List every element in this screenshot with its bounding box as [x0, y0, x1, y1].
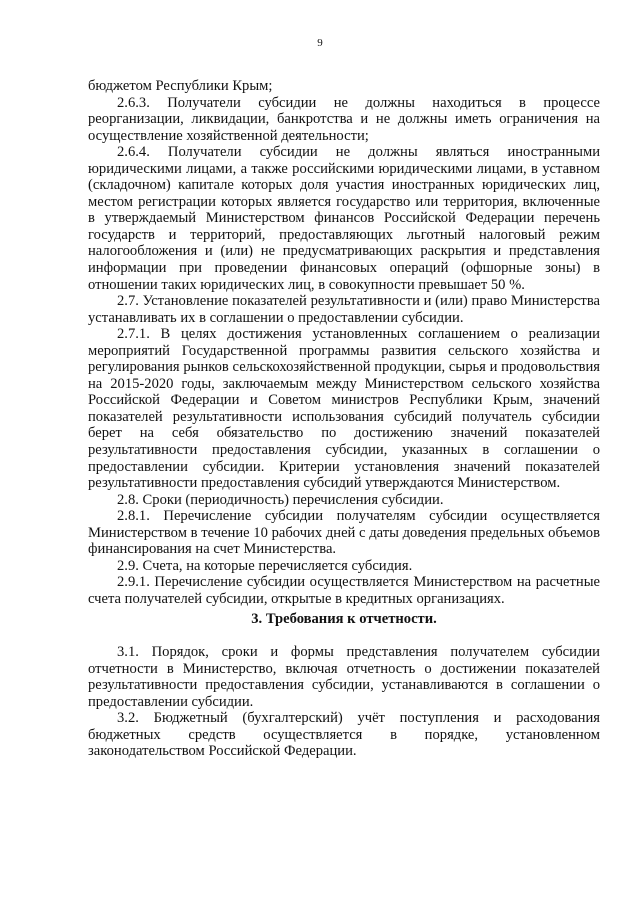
page-number: 9: [317, 37, 323, 49]
section-2-paragraphs: [88, 78, 600, 608]
paragraph: 3.1. Порядок, сроки и формы представления получателем субсидии отчетности в Министерство, включая отчетность о достижении показателей результативности предоставления субсидии, устанавливаются в соглашении о предоставлении субсидии.: [88, 644, 600, 710]
paragraph: 2.7. Установление показателей результативности и (или) право Министерства устанавливать их в соглашении о предоставлении субсидии.: [88, 293, 600, 326]
section-3-paragraphs: [88, 644, 600, 760]
section-heading: 3. Требования к отчетности.: [251, 610, 437, 627]
paragraph: 2.6.3. Получатели субсидии не должны находиться в процессе реорганизации, ликвидации, банкротства и не должны иметь ограничения на осуществление хозяйственной деятельности;: [88, 94, 600, 144]
paragraph: 2.8. Сроки (периодичность) перечисления субсидии.: [117, 491, 444, 508]
paragraph: бюджетом Республики Крым;: [88, 78, 273, 94]
paragraph: 2.7.1. В целях достижения установленных соглашением о реализации мероприятий Государственной программы развития сельского хозяйства и регулирования рынков сельскохозяйственной продукции, сырья и продовольствия на 2015-2020 годы, заключаемым между Министерством сельского хозяйства Российской Федерации и Советом министров Республики Крым, значений показателей результативности использования субсидий получатель субсидии берет на себя обязательство по достижению значений показателей результативности предоставления субсидии, указанных в соглашении о предоставлении субсидии. Критерии установления значений показателей результативности предоставления субсидий утверждаются Министерством.: [88, 326, 600, 492]
paragraph: 2.9.1. Перечисление субсидии осуществляется Министерством на расчетные счета получателей субсидии, открытые в кредитных организациях.: [88, 574, 600, 607]
paragraph: 2.9. Счета, на которые перечисляется субсидия.: [117, 557, 413, 574]
paragraph: 2.8.1. Перечисление субсидии получателям субсидии осуществляется Министерством в течение 10 рабочих дней с даты доведения предельных объемов финансирования на счет Министерства.: [88, 508, 600, 558]
paragraph: 3.2. Бюджетный (бухгалтерский) учёт поступления и расходования бюджетных средств осуществляется в порядке, установленном законодательством Российской Федерации.: [88, 710, 600, 760]
paragraph: 2.6.4. Получатели субсидии не должны являться иностранными юридическими лицами, а также российскими юридическими лицами, в уставном (складочном) капитале которых доля участия иностранных юридических лиц, местом регистрации которых является государство или территория, включенные в утверждаемый Министерством финансов Российской Федерации перечень государств и территорий, предоставляющих льготный налоговый режим налогообложения и (или) не предусматривающих раскрытия и представления информации при проведении финансовых операций (офшорные зоны) в отношении таких юридических лиц, в совокупности превышает 50 %.: [88, 144, 600, 293]
document-body: [88, 78, 600, 760]
